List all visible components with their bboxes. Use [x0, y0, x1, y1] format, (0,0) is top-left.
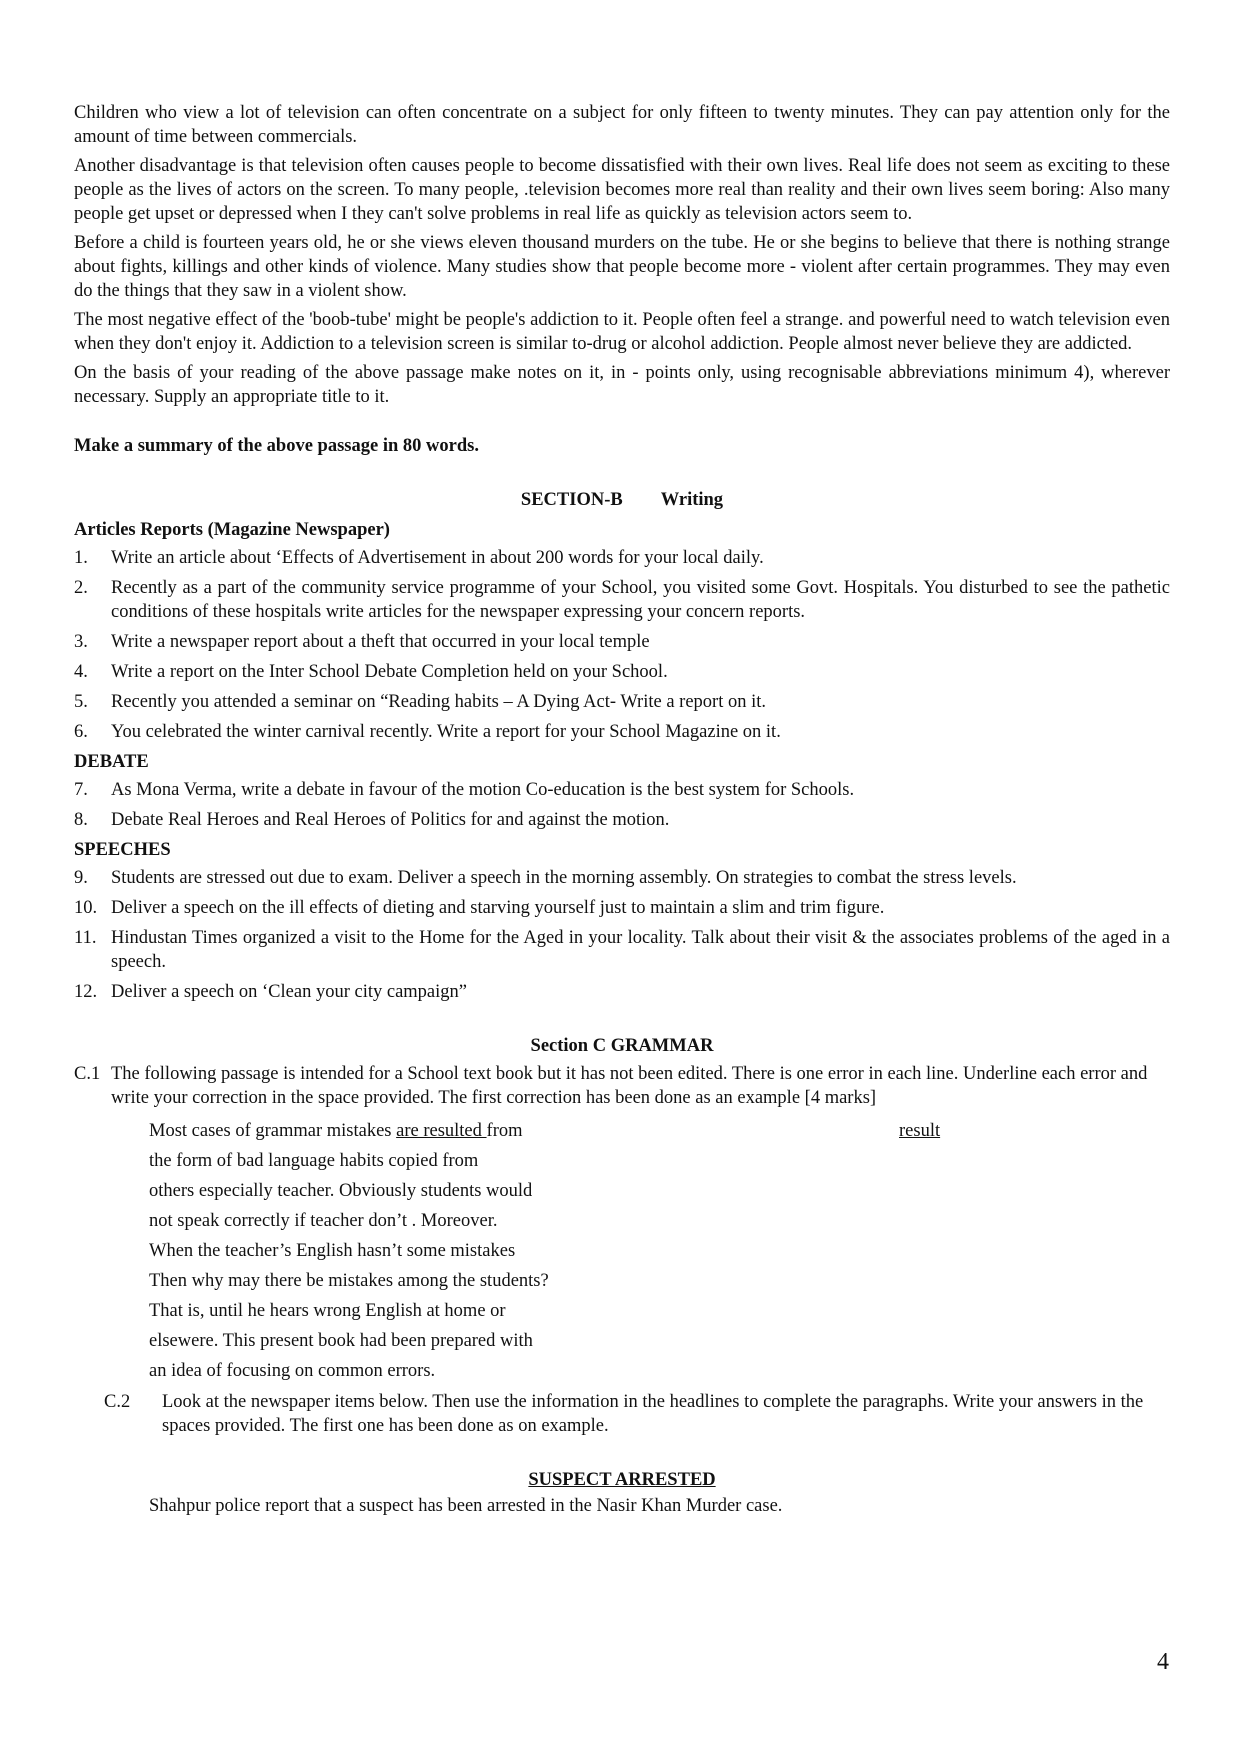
question-number: 3.	[74, 632, 88, 652]
question-item	[74, 720, 1170, 744]
passage-paragraph: Before a child is fourteen years old, he or she views eleven thousand murders on the tube. He or she begins to believe that there is nothing strange about fights, killings and other kinds of violence. Many studies show that people become more - violent after certain programmes. They may even do the things that they saw in a violent show.	[74, 233, 1170, 301]
section-c-title: Section C GRAMMAR	[530, 1036, 714, 1056]
question-text: As Mona Verma, write a debate in favour of the motion Co-education is the best system for Schools.	[111, 780, 855, 800]
question-list	[74, 546, 1170, 744]
question-instructions: Look at the newspaper items below. Then use the information in the headlines to complete the paragraphs. Write your answers in the spaces provided. The first one has been done as on example.	[162, 1392, 1144, 1436]
group-heading: DEBATE	[74, 752, 149, 772]
question-number: 7.	[74, 780, 88, 800]
question-c2	[104, 1390, 1170, 1438]
question-text: Hindustan Times organized a visit to the Home for the Aged in your locality. Talk about their visit & the associates problems of the aged in a speech.	[111, 928, 1170, 972]
question-number: 9.	[74, 868, 88, 888]
line-text: from	[486, 1121, 523, 1141]
section-b-group-articles	[74, 518, 1170, 744]
question-text: Write an article about ‘Effects of Advertisement in about 200 words for your local daily.	[111, 548, 764, 568]
question-number: 6.	[74, 722, 88, 742]
question-item	[74, 576, 1170, 624]
question-text: Write a newspaper report about a theft that occurred in your local temple	[111, 632, 650, 652]
reading-passage	[74, 101, 1170, 409]
question-text: Students are stressed out due to exam. Deliver a speech in the morning assembly. On strategies to combat the stress levels.	[111, 868, 1017, 888]
question-text: Deliver a speech on ‘Clean your city campaign”	[111, 982, 467, 1002]
passage-line: others especially teacher. Obviously students would	[149, 1181, 533, 1201]
passage-line: elsewere. This present book had been prepared with	[149, 1331, 533, 1351]
notes-instruction: On the basis of your reading of the above passage make notes on it, in - points only, using recognisable abbreviations minimum 4), wherever necessary. Supply an appropriate title to it.	[74, 363, 1170, 407]
question-number: 8.	[74, 810, 88, 830]
question-text: Write a report on the Inter School Debate Completion held on your School.	[111, 662, 668, 682]
question-item	[74, 866, 1170, 890]
question-number: 1.	[74, 548, 88, 568]
editing-passage	[149, 1116, 1170, 1386]
passage-line: When the teacher’s English hasn’t some mistakes	[149, 1241, 516, 1261]
news-paragraph: Shahpur police report that a suspect has been arrested in the Nasir Khan Murder case.	[149, 1496, 783, 1516]
section-b-title	[74, 488, 1170, 512]
question-item	[74, 546, 1170, 570]
document-page	[74, 101, 1170, 1518]
passage-paragraph: Another disadvantage is that television often causes people to become dissatisfied with their own lives. Real life does not seem as exciting to these people as the lives of actors on the screen. To many people, .television becomes more real than reality and their own lives seem boring: Also many people get upset or depressed when I they can't solve problems in real life as quickly as television actors seem to.	[74, 156, 1170, 224]
question-text: Recently as a part of the community service programme of your School, you visited some Govt. Hospitals. You disturbed to see the pathetic conditions of these hospitals write articles for the newspaper expressing your concern reports.	[111, 578, 1170, 622]
group-heading: SPEECHES	[74, 840, 171, 860]
question-text: Deliver a speech on the ill effects of dieting and starving yourself just to maintain a slim and trim figure.	[111, 898, 885, 918]
question-item	[74, 690, 1170, 714]
passage-line: Then why may there be mistakes among the students?	[149, 1271, 549, 1291]
question-item	[74, 630, 1170, 654]
question-c1	[74, 1062, 1170, 1110]
question-number: 12.	[74, 982, 98, 1002]
passage-line: the form of bad language habits copied from	[149, 1151, 479, 1171]
question-item	[74, 660, 1170, 684]
question-text: Recently you attended a seminar on “Reading habits – A Dying Act- Write a report on it.	[111, 692, 766, 712]
question-number: 2.	[74, 578, 88, 598]
question-item	[74, 896, 1170, 920]
question-number: C.1	[74, 1064, 101, 1084]
section-b-group-debate	[74, 750, 1170, 832]
question-number: 10.	[74, 898, 98, 918]
question-item	[74, 778, 1170, 802]
underlined-error: are resulted	[396, 1121, 487, 1141]
question-item	[74, 926, 1170, 974]
question-item	[74, 980, 1170, 1004]
example-correction: result	[899, 1121, 941, 1141]
question-number: 5.	[74, 692, 88, 712]
section-b-group-speeches	[74, 838, 1170, 1004]
question-list	[74, 866, 1170, 1004]
question-text: You celebrated the winter carnival recently. Write a report for your School Magazine on it.	[111, 722, 781, 742]
question-instructions: The following passage is intended for a School text book but it has not been edited. There is one error in each line. Underline each error and write your correction in the space provided. The first correction has been done as an example [4 marks]	[111, 1064, 1148, 1108]
section-b-subtitle: Writing	[660, 490, 724, 510]
question-text: Debate Real Heroes and Real Heroes of Politics for and against the motion.	[111, 810, 670, 830]
question-number: C.2	[104, 1392, 131, 1412]
question-number: 11.	[74, 928, 97, 948]
group-heading: Articles Reports (Magazine Newspaper)	[74, 520, 390, 540]
line-text: Most cases of grammar mistakes	[149, 1121, 397, 1141]
section-b-label: SECTION-B	[520, 490, 623, 510]
question-list	[74, 778, 1170, 832]
passage-paragraph: The most negative effect of the 'boob-tube' might be people's addiction to it. People often feel a strange. and powerful need to watch television even when they don't enjoy it. Addiction to a television screen is similar to-drug or alcohol addiction. People almost never believe they are addicted.	[74, 310, 1170, 354]
summary-task: Make a summary of the above passage in 80 words.	[74, 436, 479, 456]
passage-paragraph: Children who view a lot of television can often concentrate on a subject for only fifteen to twenty minutes. They can pay attention only for the amount of time between commercials.	[74, 103, 1170, 147]
passage-line: not speak correctly if teacher don’t . Moreover.	[149, 1211, 498, 1231]
question-number: 4.	[74, 662, 88, 682]
news-headline: SUSPECT ARRESTED	[528, 1470, 716, 1490]
passage-line: That is, until he hears wrong English at home or	[149, 1301, 506, 1321]
passage-line	[149, 1116, 1170, 1146]
passage-line: an idea of focusing on common errors.	[149, 1361, 436, 1381]
page-number: 4	[1157, 1649, 1169, 1675]
question-item	[74, 808, 1170, 832]
